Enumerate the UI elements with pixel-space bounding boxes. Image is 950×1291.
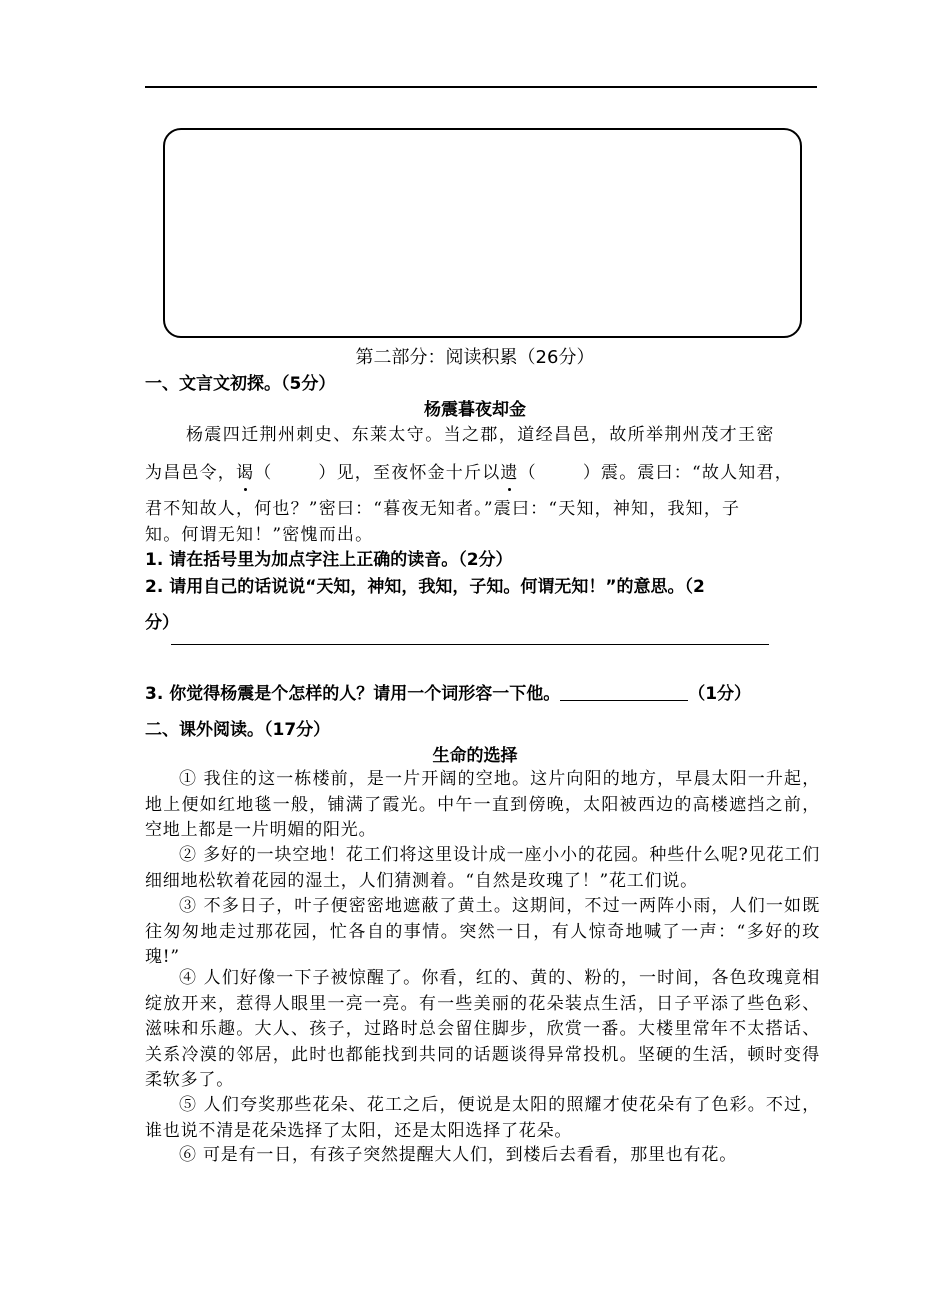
question-2-answer-line[interactable]	[171, 644, 769, 645]
classical-text-line-1: 杨震四迁荆州刺史、东莱太守。当之郡，道经昌邑，故所举荆州茂才王密	[186, 425, 775, 445]
classical-text-line-4: 知。何谓无知！”密愧而出。	[145, 525, 374, 545]
classical-text-title: 杨震暮夜却金	[424, 400, 526, 420]
reading-title: 生命的选择	[432, 746, 518, 766]
question-3: 3. 你觉得杨震是个怎样的人？请用一个词形容一下他。 （1分）	[145, 684, 752, 704]
dotted-char-wei: 遗	[500, 460, 518, 486]
section-one-heading: 一、文言文初探。（5分）	[145, 374, 336, 394]
header-rule	[145, 86, 817, 88]
reading-paragraph-1: ① 我住的这一栋楼前，是一片开阔的空地。这片向阳的地方，早晨太阳一升起，地上便如红地毯一般，铺满了霞光。中午一直到傍晚，太阳被西边的高楼遮挡之前，空地上都是一片明媚的阳光。	[145, 769, 820, 840]
reading-paragraph-3: ③ 不多日子，叶子便密密地遮蔽了黄土。这期间，不过一两阵小雨，人们一如既往匆匆地走过那花园，忙各自的事情。突然一日，有人惊奇地喊了一声：“多好的玫瑰!”	[145, 896, 820, 967]
reading-paragraph-5: ⑤ 人们夸奖那些花朵、花工之后，便说是太阳的照耀才使花朵有了色彩。不过，谁也说不清是花朵选择了太阳，还是太阳选择了花朵。	[145, 1095, 820, 1141]
section-two-heading: 二、课外阅读。（17分）	[145, 720, 331, 740]
question-2: 2. 请用自己的话说说“天知，神知，我知，子知。何谓无知！”的意思。（2	[145, 577, 705, 597]
reading-paragraph-2: ② 多好的一块空地！花工们将这里设计成一座小小的花园。种些什么呢?见花工们细细地松软着花园的湿土，人们猜测着。“自然是玫瑰了！”花工们说。	[145, 845, 820, 891]
question-1: 1. 请在括号里为加点字注上正确的读音。（2分）	[145, 550, 513, 570]
classical-text-line-2: 为昌邑令，谒（ ）见，至夜怀金十斤以遗（ ）震。震曰：“故人知君，	[145, 460, 793, 486]
dotted-char-ye: 谒	[236, 460, 254, 486]
writing-answer-box[interactable]	[163, 128, 802, 338]
reading-paragraph-4: ④ 人们好像一下子被惊醒了。你看，红的、黄的、粉的，一时间，各色玫瑰竟相绽放开来，惹得人眼里一亮一亮。有一些美丽的花朵装点生活，日子平添了些色彩、滋味和乐趣。大人、孩子，过路时总会留住脚步，欣赏一番。大楼里常年不太搭话、关系冷漠的邻居，此时也都能找到共同的话题谈得异常投机。坚硬的生活，顿时变得柔软多了。	[145, 968, 820, 1090]
part-two-heading: 第二部分：阅读积累（26分）	[355, 347, 595, 368]
question-3-answer-blank[interactable]	[560, 684, 688, 701]
reading-paragraph-6: ⑥ 可是有一日，有孩子突然提醒大人们，到楼后去看看，那里也有花。	[179, 1145, 738, 1165]
classical-text-line-3: 君不知故人，何也？”密曰：“暮夜无知者。”震曰：“天知，神知，我知，子	[145, 499, 741, 519]
question-2-continued: 分）	[145, 613, 179, 633]
